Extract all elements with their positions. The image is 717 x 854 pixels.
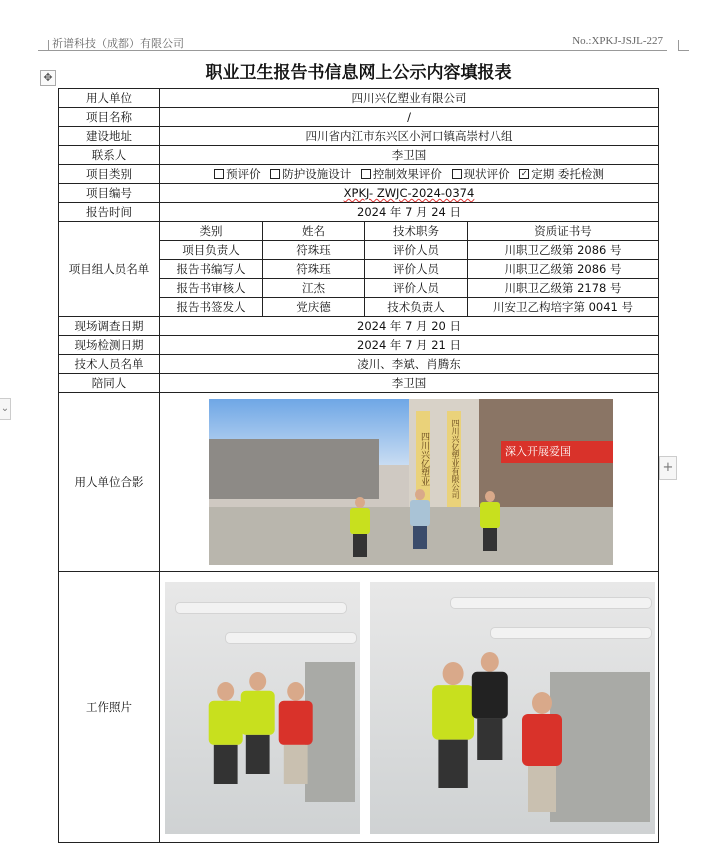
team-header-title: 技术职务 xyxy=(365,222,468,241)
project-name-value[interactable]: / xyxy=(160,108,659,127)
report-date-value[interactable]: 2024 年 7 月 24 日 xyxy=(160,203,659,222)
contact-value[interactable]: 李卫国 xyxy=(160,146,659,165)
checkbox-icon[interactable] xyxy=(361,169,371,179)
checkbox-icon[interactable] xyxy=(452,169,462,179)
team-role[interactable]: 报告书审核人 xyxy=(160,279,263,298)
category-option[interactable]: 现状评价 xyxy=(452,165,510,183)
person xyxy=(479,491,501,551)
team-name[interactable]: 江杰 xyxy=(263,279,365,298)
checkbox-icon[interactable] xyxy=(214,169,224,179)
team-title[interactable]: 评价人员 xyxy=(365,241,468,260)
team-title[interactable]: 评价人员 xyxy=(365,279,468,298)
team-role[interactable]: 报告书编写人 xyxy=(160,260,263,279)
survey-date-label: 现场调查日期 xyxy=(59,317,160,336)
work-photo-right[interactable] xyxy=(370,582,655,834)
gate-sign-right: 四川兴亿塑业有限公司 xyxy=(447,411,461,507)
team-name[interactable]: 符珠珏 xyxy=(263,260,365,279)
contact-label: 联系人 xyxy=(59,146,160,165)
category-label: 项目类别 xyxy=(59,165,160,184)
machine xyxy=(550,672,650,822)
employer-label: 用人单位 xyxy=(59,89,160,108)
test-date-value[interactable]: 2024 年 7 月 21 日 xyxy=(160,336,659,355)
report-date-label: 报告时间 xyxy=(59,203,160,222)
team-header-cert: 资质证书号 xyxy=(468,222,659,241)
person xyxy=(239,672,276,774)
team-label: 项目组人员名单 xyxy=(59,222,160,317)
person xyxy=(349,497,371,557)
team-cert[interactable]: 川职卫乙级第 2086 号 xyxy=(468,241,659,260)
team-cert[interactable]: 川职卫乙级第 2178 号 xyxy=(468,279,659,298)
checkbox-icon[interactable] xyxy=(270,169,280,179)
factory-building xyxy=(209,439,379,499)
team-header-name: 姓名 xyxy=(263,222,365,241)
crop-mark-right xyxy=(678,40,689,51)
team-cert[interactable]: 川安卫乙构培字第 0041 号 xyxy=(468,298,659,317)
move-handle-icon[interactable]: ✥ xyxy=(40,70,56,86)
team-cert[interactable]: 川职卫乙级第 2086 号 xyxy=(468,260,659,279)
test-date-label: 现场检测日期 xyxy=(59,336,160,355)
team-name[interactable]: 符珠珏 xyxy=(263,241,365,260)
plus-icon[interactable]: + xyxy=(659,456,677,480)
header-divider xyxy=(48,50,667,51)
team-header-role: 类别 xyxy=(160,222,263,241)
category-option[interactable]: 控制效果评价 xyxy=(361,165,442,183)
checked-checkbox-icon[interactable]: ✓ xyxy=(520,168,528,178)
work-photo-left[interactable] xyxy=(165,582,360,834)
project-no-label: 项目编号 xyxy=(59,184,160,203)
category-option-checked[interactable]: ✓ 定期 委托检测 xyxy=(520,167,604,181)
escort-value[interactable]: 李卫国 xyxy=(160,374,659,393)
project-name-label: 项目名称 xyxy=(59,108,160,127)
team-role[interactable]: 项目负责人 xyxy=(160,241,263,260)
group-photo-label: 用人单位合影 xyxy=(59,393,160,572)
tech-staff-value[interactable]: 凌川、李斌、肖腾东 xyxy=(160,355,659,374)
project-no-value[interactable]: XPKJ- ZWJC-2024-0374 xyxy=(160,184,659,203)
form-table xyxy=(58,88,659,843)
team-role[interactable]: 报告书签发人 xyxy=(160,298,263,317)
team-name[interactable]: 党庆德 xyxy=(263,298,365,317)
page-title: 职业卫生报告书信息网上公示内容填报表 xyxy=(205,63,512,83)
person xyxy=(470,652,510,760)
survey-date-value[interactable]: 2024 年 7 月 20 日 xyxy=(160,317,659,336)
employer-value[interactable]: 四川兴亿塑业有限公司 xyxy=(160,89,659,108)
person xyxy=(409,489,431,549)
chevron-down-icon[interactable]: ⌄ xyxy=(0,398,11,420)
banner: 深入开展爱国 xyxy=(501,441,613,463)
group-photo-cell xyxy=(160,393,659,572)
work-photo-cell xyxy=(160,572,659,843)
category-options xyxy=(160,165,659,184)
category-option[interactable]: 防护设施设计 xyxy=(270,165,351,183)
address-value[interactable]: 四川省内江市东兴区小河口镇高崇村八组 xyxy=(160,127,659,146)
team-title[interactable]: 评价人员 xyxy=(365,260,468,279)
gate-sign-left: 四川兴亿塑业 xyxy=(416,411,430,507)
person xyxy=(520,692,564,812)
team-title[interactable]: 技术负责人 xyxy=(365,298,468,317)
category-option[interactable]: 预评价 xyxy=(214,165,261,183)
header-doc-number: No.:XPKJ-JSJL-227 xyxy=(572,35,663,47)
header-company: 祈谱科技（成都）有限公司 xyxy=(52,37,184,50)
person xyxy=(277,682,314,784)
address-label: 建设地址 xyxy=(59,127,160,146)
crop-mark-left xyxy=(38,40,49,51)
work-photo-label: 工作照片 xyxy=(59,572,160,843)
escort-label: 陪同人 xyxy=(59,374,160,393)
tech-staff-label: 技术人员名单 xyxy=(59,355,160,374)
group-photo[interactable] xyxy=(209,399,613,565)
